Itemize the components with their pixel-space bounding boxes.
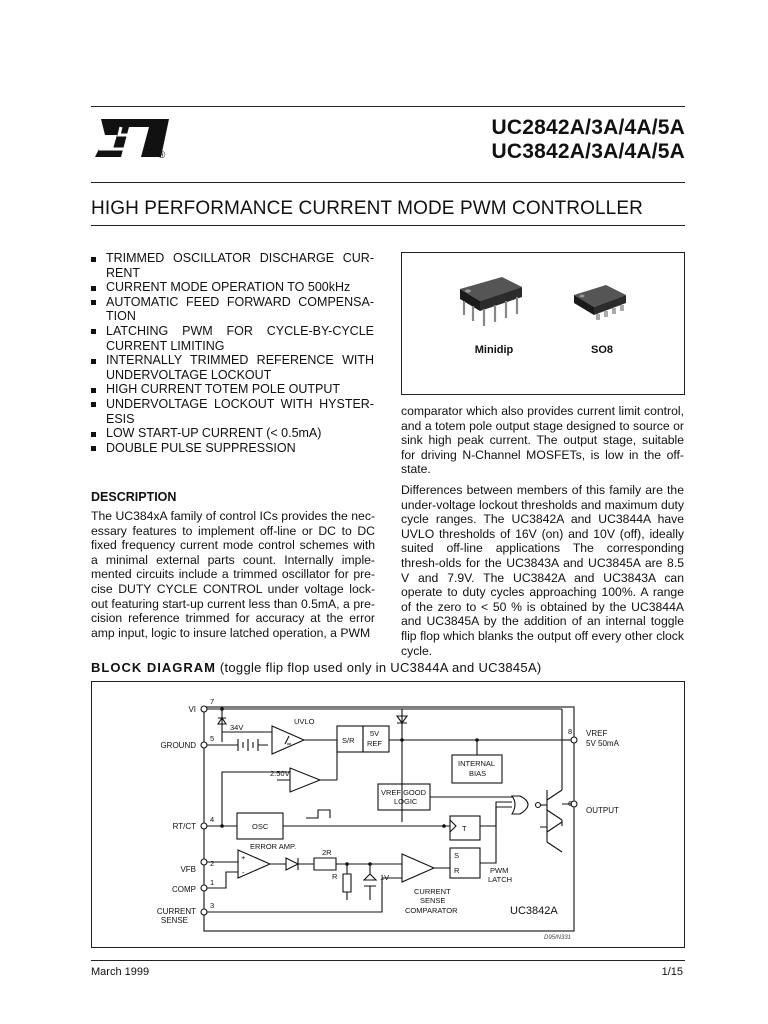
pin-label-vref: VREF xyxy=(586,729,608,738)
feature-list xyxy=(90,251,374,455)
description-paragraph: comparator which also provides current limit control, and a totem pole output stage designed to source or sink high peak current. The output stage, suitable for driving N-Channel MOSFETs, is low in the off-state. xyxy=(401,404,684,477)
block-diagram-heading-bold: BLOCK DIAGRAM xyxy=(91,660,216,675)
pin-number-1: 1 xyxy=(210,878,215,887)
cs-comparator-label-3: COMPARATOR xyxy=(405,906,458,915)
pin-number-5: 5 xyxy=(210,734,215,743)
drawing-code: D95IN331 xyxy=(544,935,572,941)
list-item: DOUBLE PULSE SUPPRESSION xyxy=(90,441,374,456)
pin-label-vref-rating: 5V 50mA xyxy=(586,739,619,748)
package-label-minidip: Minidip xyxy=(474,344,514,356)
internal-bias-label-2: BIAS xyxy=(469,769,487,778)
pin-label-rtct: RT/CT xyxy=(172,822,196,831)
package-box xyxy=(401,252,685,395)
block-diagram-frame xyxy=(91,681,685,948)
pin-number-6: 6 xyxy=(568,799,573,808)
footer-rule xyxy=(91,960,685,961)
t-label: T xyxy=(462,824,467,833)
vref-good-label-1: VREF GOOD xyxy=(381,788,427,797)
vref-good-label-2: LOGIC xyxy=(394,797,418,806)
cs-comparator-label-2: SENSE xyxy=(420,896,446,905)
pin-number-4: 4 xyxy=(210,815,215,824)
zener-label: 34V xyxy=(230,723,244,732)
pin-label-vfb: VFB xyxy=(180,865,196,874)
latch-r-label: R xyxy=(454,866,460,875)
list-item: INTERNALLY TRIMMED REFERENCE WITH UNDERVOLTAGE LOCKOUT xyxy=(90,353,374,382)
list-item: HIGH CURRENT TOTEM POLE OUTPUT xyxy=(90,382,374,397)
title-bottom-rule xyxy=(91,225,685,226)
pin-label-vi: VI xyxy=(188,705,196,714)
pin-label-current: CURRENT xyxy=(156,907,196,916)
description-left-column xyxy=(91,509,375,640)
pwm-latch-label-2: LATCH xyxy=(488,875,513,884)
list-item: TRIMMED OSCILLATOR DISCHARGE CUR-RENT xyxy=(90,251,374,280)
dip8-package-icon xyxy=(454,271,526,331)
uvlo-label: UVLO xyxy=(294,717,315,726)
sr-label: S/R xyxy=(342,736,355,745)
v250-label: 2.50V xyxy=(270,769,290,778)
pin-number-7: 7 xyxy=(210,697,215,706)
footer-date: March 1999 xyxy=(91,966,150,978)
block-diagram-heading xyxy=(91,660,542,675)
description-heading: DESCRIPTION xyxy=(91,490,177,504)
osc-label: OSC xyxy=(252,822,269,831)
description-paragraph: The UC384xA family of control ICs provides the nec-essary features to implement off-line or DC to DC fixed frequency current mode control schemes with a minimal external parts count. Internally imple-mented circuits include a trimmed oscillator for pre-cise DUTY CYCLE CONTROL under voltage lock-out featuring start-up current less than 0.5mA, a pre-cision reference trimmed for accuracy at the error amp input, logic to insure latched operation, a PWM xyxy=(91,509,375,640)
package-label-so8: SO8 xyxy=(590,344,613,356)
pin-label-comp: COMP xyxy=(172,885,196,894)
cs-comparator-label-1: CURRENT xyxy=(414,887,451,896)
latch-s-label: S xyxy=(454,851,460,860)
internal-bias-label-1: INTERNAL xyxy=(458,759,496,768)
ref-label: REF xyxy=(367,739,382,748)
block-diagram-heading-note: (toggle flip flop used only in UC3844A and UC3845A) xyxy=(215,660,542,675)
part-number-line-2: UC3842A/3A/4A/5A xyxy=(491,140,685,163)
page-title: HIGH PERFORMANCE CURRENT MODE PWM CONTROLLER xyxy=(91,198,643,219)
chip-part-label: UC3842A xyxy=(510,905,558,917)
list-item: LOW START-UP CURRENT (< 0.5mA) xyxy=(90,426,374,441)
v1-label: 1V xyxy=(380,873,390,882)
top-rule xyxy=(91,106,685,107)
description-paragraph: Differences between members of this family are the under-voltage lockout thresholds and maximum duty cycle ranges. The UC3842A and UC3844A have UVLO thresholds of 16V (on) and 10V (off), ideally suited off-line applications The corresponding thresh-olds for the UC3843A and UC3845A are 8.5 V and 7.9V. The UC3842A and UC3843A can operate to duty cycles approaching 100%. A range of the zero to < 50 % is obtained by the UC3844A and UC3845A by the addition of an internal toggle flip flop which blanks the output off every other clock cycle. xyxy=(401,482,684,658)
pin-label-sense: SENSE xyxy=(160,916,188,925)
error-amp-label: ERROR AMP. xyxy=(250,842,297,851)
so8-package-icon xyxy=(570,281,630,329)
pin-label-output: OUTPUT xyxy=(586,806,619,815)
description-right-column xyxy=(401,404,684,658)
ref-label-5v: 5V xyxy=(370,729,380,738)
list-item: UNDERVOLTAGE LOCKOUT WITH HYSTER-ESIS xyxy=(90,397,374,426)
title-top-rule xyxy=(91,182,685,183)
opamp-plus: + xyxy=(241,853,246,862)
pwm-latch-label-1: PWM xyxy=(490,866,509,875)
list-item: CURRENT MODE OPERATION TO 500kHz xyxy=(90,280,374,295)
list-item: LATCHING PWM FOR CYCLE-BY-CYCLE CURRENT LIMITING xyxy=(90,324,374,353)
registered-mark: ® xyxy=(158,150,166,161)
r-label: R xyxy=(332,872,338,881)
r2-label: 2R xyxy=(322,848,332,857)
part-number-line-1: UC2842A/3A/4A/5A xyxy=(491,116,685,139)
block-diagram xyxy=(92,682,684,947)
opamp-minus: - xyxy=(242,868,245,877)
pin-number-2: 2 xyxy=(210,859,215,868)
page-number: 1/15 xyxy=(661,966,683,978)
pin-number-3: 3 xyxy=(210,901,215,910)
list-item: AUTOMATIC FEED FORWARD COMPENSA-TION xyxy=(90,295,374,324)
pin-label-ground: GROUND xyxy=(160,741,196,750)
pin-number-8: 8 xyxy=(568,727,573,736)
